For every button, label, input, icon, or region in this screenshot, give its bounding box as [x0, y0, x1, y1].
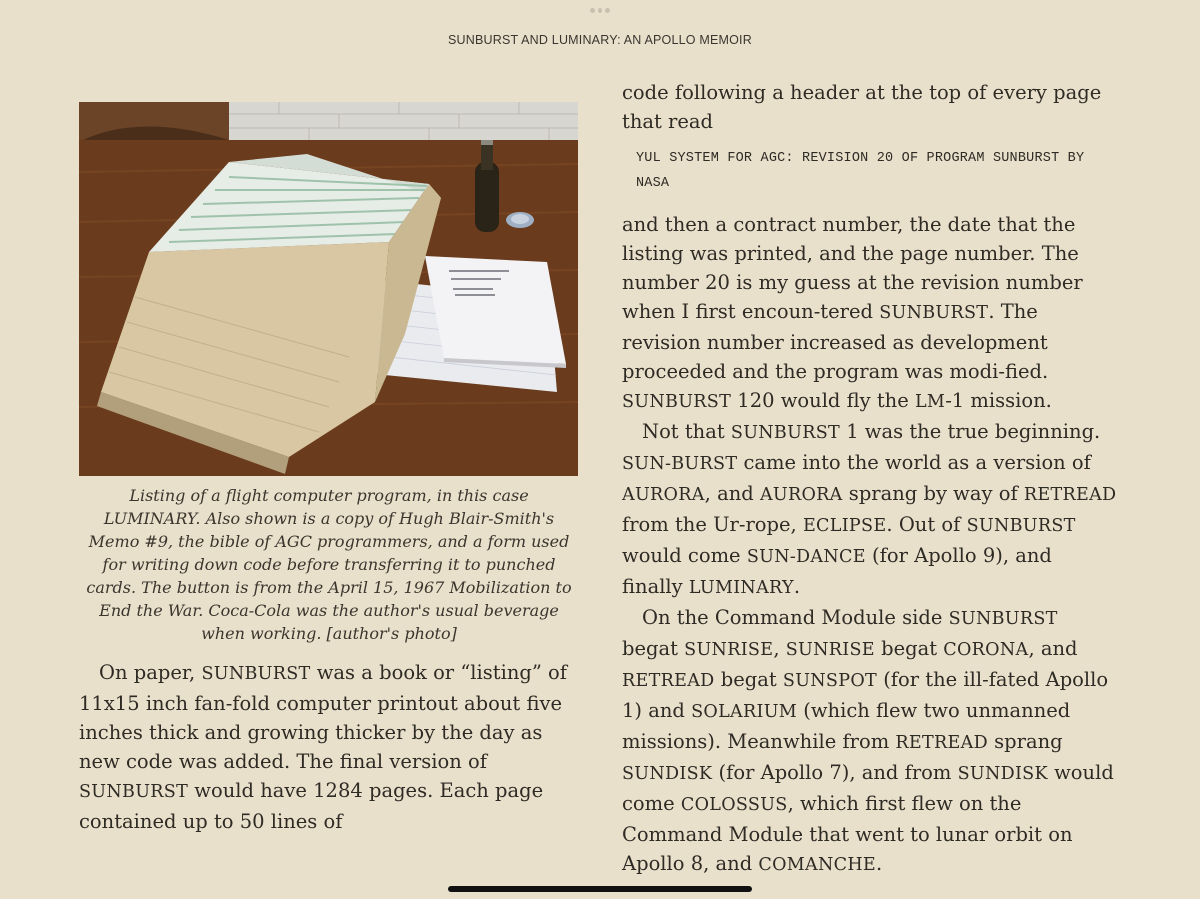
small-caps-term: SUNBURST: [966, 516, 1076, 536]
small-caps-term: LM: [914, 392, 946, 412]
small-caps-term: COMANCHE: [758, 855, 877, 875]
listing-photo[interactable]: [79, 102, 578, 476]
small-caps-term: SUNBURST: [201, 664, 311, 684]
small-caps-term: SUN-BURST: [622, 454, 738, 474]
code-header-block: YUL SYSTEM FOR AGC: REVISION 20 OF PROGRAM SUNBURST BY NASA: [636, 151, 1085, 191]
small-caps-term: LUMINARY: [688, 578, 794, 598]
small-caps-term: SUNRISE: [684, 640, 774, 660]
small-caps-term: SUNBURST: [948, 609, 1058, 629]
small-caps-term: SUNBURST: [730, 423, 840, 443]
photo-listing-icon: [79, 102, 578, 476]
right-paragraph-2: Not that SUNBURST 1 was the true beginning. SUN-BURST came into the world as a version of AURORA, and AURORA sprang by way of RETREAD from the Ur-rope, ECLIPSE. Out of SUNBURST would come SUN-DANCE (for Apollo 9), and finally LUMINARY.: [622, 420, 1117, 598]
running-title[interactable]: SUNBURST AND LUMINARY: AN APOLLO MEMOIR: [448, 33, 752, 47]
grabber-dot: [590, 8, 595, 13]
page-grabber[interactable]: [590, 8, 610, 13]
right-paragraph-1: and then a contract number, the date that the listing was printed, and the page number. The number 20 is my guess at the revision number when I first encoun-tered SUNBURST. The revision number increased as development proceeded and the program was modi-fied. SUNBURST 120 would fly the LM-1 mission.: [622, 213, 1083, 412]
small-caps-term: RETREAD: [1023, 485, 1117, 505]
right-paragraph-continuation: code following a header at the top of every page that read: [622, 81, 1102, 133]
figure-caption: Listing of a flight computer program, in this case LUMINARY. Also shown is a copy of Hugh Blair-Smith's Memo #9, the bible of AGC programmers, and a form used for writing down code before transferring it to punched cards. The button is from the April 15, 1967 Mobilization to End the War. Coca-Cola was the author's usual beverage when working. [author's photo]: [86, 486, 572, 643]
small-caps-term: SUNBURST: [622, 392, 732, 412]
small-caps-term: SUNRISE: [785, 640, 875, 660]
small-caps-term: SUNBURST: [79, 782, 189, 802]
small-caps-term: ECLIPSE: [802, 516, 887, 536]
small-caps-term: SUNDISK: [622, 764, 713, 784]
small-caps-term: COLOSSUS: [680, 795, 788, 815]
small-caps-term: SUNBURST: [879, 303, 989, 323]
left-paragraph-1: On paper, SUNBURST was a book or “listing” of 11x15 inch fan-fold computer printout about five inches thick and growing thicker by the day as new code was added. The final version of SUNBURST would have 1284 pages. Each page contained up to 50 lines of: [79, 661, 568, 833]
small-caps-term: RETREAD: [622, 671, 715, 691]
small-caps-term: SOLARIUM: [691, 702, 798, 722]
small-caps-term: AURORA: [622, 485, 705, 505]
home-indicator[interactable]: [448, 886, 752, 892]
small-caps-term: SUN-DANCE: [746, 547, 866, 567]
small-caps-term: CORONA: [943, 640, 1029, 660]
small-caps-term: SUNDISK: [957, 764, 1048, 784]
grabber-dot: [598, 8, 603, 13]
left-column: [79, 102, 579, 836]
small-caps-term: SUNSPOT: [782, 671, 877, 691]
right-column: [622, 78, 1118, 880]
grabber-dot: [605, 8, 610, 13]
right-paragraph-3: On the Command Module side SUNBURST begat SUNRISE, SUNRISE begat CORONA, and RETREAD begat SUNSPOT (for the ill-fated Apollo 1) and SOLARIUM (which flew two unmanned missions). Meanwhile from RETREAD sprang SUNDISK (for Apollo 7), and from SUNDISK would come COLOSSUS, which first flew on the Command Module that went to lunar orbit on Apollo 8, and COMANCHE.: [622, 606, 1114, 875]
small-caps-term: AURORA: [759, 485, 843, 505]
small-caps-term: RETREAD: [895, 733, 988, 753]
